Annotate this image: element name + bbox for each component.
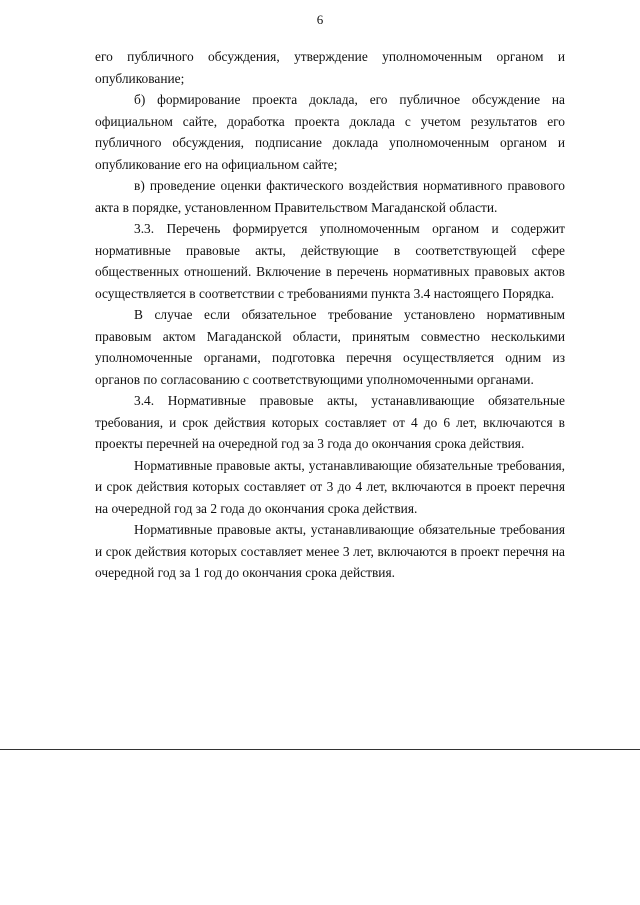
paragraph-item-v: в) проведение оценки фактического воздействия нормативного правового акта в порядке, установленном Правительством Магаданской области. [95,178,565,215]
paragraph-item-b: б) формирование проекта доклада, его публичное обсуждение на официальном сайте, доработка проекта доклада с учетом результатов его публичного обсуждения, подписание доклада уполномоченным органом и опубликование его на официальном сайте; [95,92,565,172]
paragraph-3-to-4-years: Нормативные правовые акты, устанавливающие обязательные требования, и срок действия которых составляет от 3 до 4 лет, включаются в проект перечня на очередной год за 2 года до окончания срока действия. [95,457,565,516]
page-number: 6 [316,12,324,27]
document-body [95,46,565,584]
paragraph-continuation: его публичного обсуждения, утверждение уполномоченным органом и опубликование; [95,49,565,86]
paragraph-3-4: 3.4. Нормативные правовые акты, устанавливающие обязательные требования, и срок действия которых составляет от 4 до 6 лет, включаются в проекты перечней на очередной год за 3 года до окончания срока действия. [95,393,565,451]
paragraph-under-3-years: Нормативные правовые акты, устанавливающие обязательные требования и срок действия которых составляет менее 3 лет, включаются в проект перечня на очередной год за 1 год до окончания срока действия. [95,522,565,580]
paragraph-joint-acts: В случае если обязательное требование установлено нормативным правовым актом Магаданской области, принятым совместно несколькими уполномоченные органами, подготовка перечня осуществляется одним из органов по согласованию с соответствующими уполномоченными органами. [95,307,565,387]
page-divider-line [0,749,640,750]
paragraph-3-3: 3.3. Перечень формируется уполномоченным органом и содержит нормативные правовые акты, действующие в соответствующей сфере общественных отношений. Включение в перечень нормативных правовых актов осуществляется в соответствии с требованиями пункта 3.4 настоящего Порядка. [95,221,565,301]
